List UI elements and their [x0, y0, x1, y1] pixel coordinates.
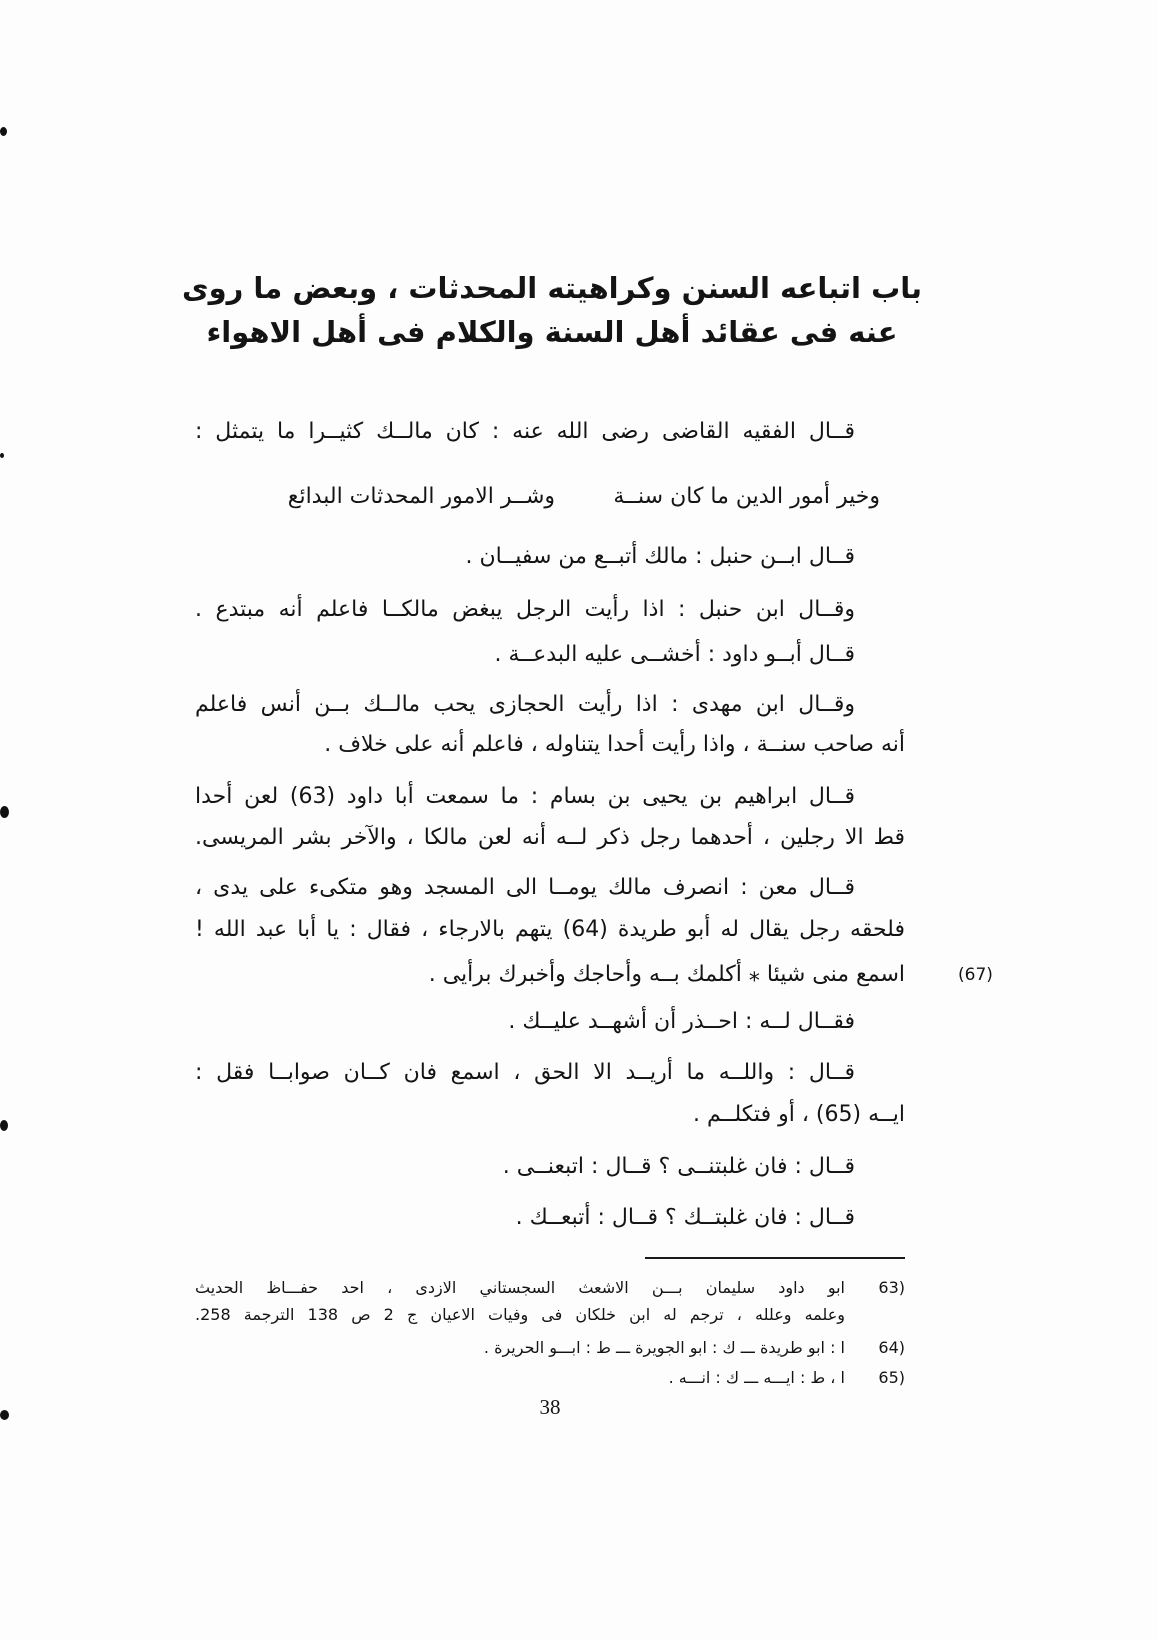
body-line: فقــال لــه : احــذر أن أشهــد عليــك .	[508, 1009, 855, 1034]
footnote-number: 63)	[878, 1278, 905, 1297]
body-line: قــال الفقيه القاضى رضى الله عنه : كان مالــك كثيــرا ما يتمثل :	[195, 419, 855, 444]
verse-hemistich-1: وخير أمور الدين ما كان سنــة	[613, 484, 880, 509]
body-line: وقــال ابن حنبل : اذا رأيت الرجل يبغض مالكــا فاعلم أنه مبتدع .	[195, 597, 855, 622]
body-line: قــال أبــو داود : أخشــى عليه البدعــة .	[494, 642, 855, 667]
chapter-title-line-2: عنه فى عقائد أهل السنة والكلام فى أهل الاهواء	[206, 315, 898, 349]
footnote-line: ا : ابو طريدة ـــ ك : ابو الجويرة ـــ ط : ابـــو الحريرة .	[483, 1338, 845, 1357]
body-line: وقــال ابن مهدى : اذا رأيت الحجازى يحب مالــك بــن أنس فاعلم	[195, 692, 855, 717]
body-line: أنه صاحب سنــة ، واذا رأيت أحدا يتناوله ، فاعلم أنه على خلاف .	[324, 732, 905, 757]
footnote-number: 64)	[878, 1338, 905, 1357]
body-line: اسمع منى شيئا ⁎ أكلمك بــه وأحاجك وأخبرك برأيى .	[428, 962, 905, 987]
body-line: قــال : واللــه ما أريــد الا الحق ، اسمع فان كــان صوابــا فقل :	[195, 1060, 855, 1085]
body-line: قــال ابــن حنبل : مالك أتبــع من سفيــان .	[465, 544, 855, 569]
body-line: ايــه (65) ، أو فتكلــم .	[692, 1102, 905, 1127]
margin-reference-number: (67)	[958, 965, 993, 985]
margin-mark	[0, 1120, 8, 1131]
body-line: قط الا رجلين ، أحدهما رجل ذكر لــه أنه لعن مالكا ، والآخر بشر المريسى.	[195, 825, 905, 850]
margin-mark	[0, 453, 4, 458]
verse-hemistich-2: وشــر الامور المحدثات البدائع	[287, 484, 555, 509]
page-number: 38	[539, 1395, 561, 1419]
body-line: قــال : فان غلبتــك ؟ قــال : أتبعــك .	[515, 1205, 855, 1230]
margin-mark	[0, 806, 9, 818]
footnote-separator	[645, 1257, 905, 1259]
body-line: قــال معن : انصرف مالك يومــا الى المسجد وهو متكىء على يدى ،	[195, 875, 855, 900]
footnote-line: ا ، ط : ايـــه ـــ ك : انـــه .	[668, 1368, 845, 1387]
margin-mark	[0, 127, 7, 136]
body-line: قــال : فان غلبتنــى ؟ قــال : اتبعنــى .	[502, 1154, 855, 1179]
body-line: قــال ابراهيم بن يحيى بن بسام : ما سمعت أبا داود (63) لعن أحدا	[195, 784, 855, 809]
footnote-line: وعلمه وعلله ، ترجم له ابن خلكان فى وفيات الاعيان ج 2 ص 138 الترجمة 258.	[195, 1305, 846, 1324]
body-line: فلحقه رجل يقال له أبو طريدة (64) يتهم بالارجاء ، فقال : يا أبا عبد الله !	[195, 917, 905, 942]
chapter-title-line-1: باب اتباعه السنن وكراهيته المحدثات ، وبعض ما روى	[181, 271, 922, 305]
margin-mark	[0, 1410, 9, 1420]
footnote-number: 65)	[878, 1368, 905, 1387]
footnote-line: ابو داود سليمان بـــن الاشعث السجستاني الازدى ، احد حفـــاظ الحديث	[195, 1278, 845, 1297]
